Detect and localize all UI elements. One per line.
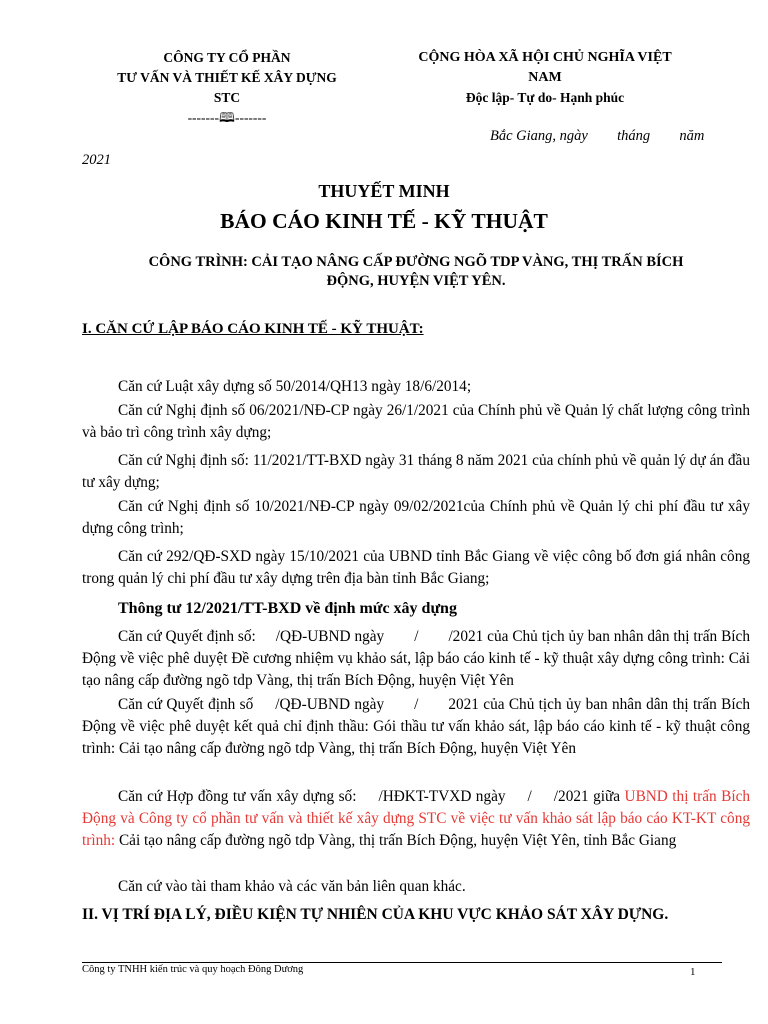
paragraph-contract bbox=[82, 786, 750, 852]
paragraph-references: Căn cứ vào tài tham khảo và các văn bản liên quan khác. bbox=[118, 878, 466, 895]
national-motto: Độc lập- Tự do- Hạnh phúc bbox=[465, 90, 625, 105]
paragraph-decision-2 bbox=[82, 694, 750, 760]
document-title bbox=[0, 180, 768, 238]
decision1-part-a: Căn cứ Quyết định số: bbox=[118, 628, 256, 645]
contract-part-a: Căn cứ Hợp đồng tư vấn xây dựng số: bbox=[118, 788, 357, 805]
title-line1: THUYẾT MINH bbox=[318, 181, 450, 201]
section2-heading: II. VỊ TRÍ ĐỊA LÝ, ĐIỀU KIỆN TỰ NHIÊN CỦA KHU VỰC KHẢO SÁT XÂY DỰNG. bbox=[82, 906, 669, 923]
circular-heading: Thông tư 12/2021/TT-BXD về định mức xây dựng bbox=[118, 600, 457, 617]
date-place: Bắc Giang, ngày bbox=[490, 128, 588, 144]
page-number: 1 bbox=[690, 966, 696, 978]
footer-company: Công ty TNHH kiến trúc và quy hoạch Đông Dương bbox=[82, 964, 304, 975]
paragraph-law: Căn cứ Luật xây dựng số 50/2014/QH13 ngày 18/6/2014; bbox=[118, 378, 472, 395]
national-title-line2: NAM bbox=[528, 70, 562, 85]
decision2-part-c: / bbox=[414, 696, 419, 713]
company-name-line2: TƯ VẤN VÀ THIẾT KẾ XÂY DỰNG bbox=[117, 70, 337, 85]
paragraph-decree-06: Căn cứ Nghị định số 06/2021/NĐ-CP ngày 26/1/2021 của Chính phủ về Quản lý chất lượng công trình và bảo trì công trình xây dựng; bbox=[82, 402, 750, 441]
project-line2: ĐỘNG, HUYỆN VIỆT YÊN. bbox=[326, 273, 506, 289]
section1-heading: I. CĂN CỨ LẬP BÁO CÁO KINH TẾ - KỸ THUẬT: bbox=[82, 321, 424, 337]
contract-part-d: /2021 giữa bbox=[553, 788, 621, 805]
decision1-part-d: /2021 của Chủ tịch ủy ban nhân dân thị trấn Bích Động về việc phê duyệt Đề cương nhiệm vụ khảo sát, lập báo cáo kinh tế - kỹ thuật xây dựng công trình: Cải tạo nâng cấp đường ngõ tdp Vàng, thị trấn Bích Động, huyện Việt Yên bbox=[82, 628, 750, 689]
decision2-part-b: /QĐ-UBND ngày bbox=[275, 696, 385, 713]
paragraph-decree-10: Căn cứ Nghị định số 10/2021/NĐ-CP ngày 09/02/2021của Chính phủ về Quản lý chi phí đầu tư xây dựng công trình; bbox=[82, 498, 750, 537]
footer-rule bbox=[82, 962, 722, 963]
national-title-line1: CỘNG HÒA XÃ HỘI CHỦ NGHĨA VIỆT bbox=[418, 50, 672, 65]
contract-part-c: / bbox=[527, 788, 532, 805]
contract-highlight: UBND thị trấn Bích Động và Công ty cổ phần tư vấn và thiết kế xây dựng STC về việc tư vấn khảo sát lập báo cáo KT-KT công trình: bbox=[82, 788, 751, 849]
contract-part-b: /HĐKT-TVXD ngày bbox=[378, 788, 506, 805]
national-header bbox=[395, 48, 695, 108]
date-year-label: năm bbox=[679, 128, 705, 144]
paragraph-decision-1 bbox=[82, 626, 750, 692]
decision2-part-a: Căn cứ Quyết định số bbox=[118, 696, 254, 713]
project-name bbox=[82, 253, 750, 291]
company-name-line1: CÔNG TY CỔ PHẦN bbox=[163, 50, 291, 65]
company-header bbox=[82, 48, 372, 128]
header-divider: -------🕮------- bbox=[187, 110, 267, 125]
title-line2: BÁO CÁO KINH TẾ - KỸ THUẬT bbox=[220, 209, 548, 233]
contract-part-e: Cải tạo nâng cấp đường ngõ tdp Vàng, thị trấn Bích Động, huyện Việt Yên, tỉnh Bắc Giang bbox=[118, 832, 677, 849]
decision1-part-c: / bbox=[414, 628, 419, 645]
date-month: tháng bbox=[617, 128, 651, 144]
project-line1: CÔNG TRÌNH: CẢI TẠO NÂNG CẤP ĐƯỜNG NGÕ TDP VÀNG, THỊ TRẤN BÍCH bbox=[148, 254, 684, 270]
decision1-part-b: /QĐ-UBND ngày bbox=[275, 628, 385, 645]
date-year: 2021 bbox=[82, 152, 111, 168]
paragraph-292: Căn cứ 292/QĐ-SXD ngày 15/10/2021 của UBND tỉnh Bắc Giang về việc công bố đơn giá nhân công trong quản lý chi phí đầu tư xây dựng trên địa bàn tỉnh Bắc Giang; bbox=[82, 548, 750, 587]
company-name-line3: STC bbox=[213, 90, 241, 105]
decision2-part-d: 2021 của Chủ tịch ủy ban nhân dân thị trấn Bích Động về việc phê duyệt kết quả chỉ định thầu: Gói thầu tư vấn khảo sát, lập báo cáo kinh tế - kỹ thuật công trình: Cải tạo nâng cấp đường ngõ tdp Vàng, thị trấn Bích Động, huyện Việt Yên bbox=[82, 696, 751, 757]
date-line bbox=[490, 128, 704, 145]
paragraph-decree-11: Căn cứ Nghị định số: 11/2021/TT-BXD ngày 31 tháng 8 năm 2021 của chính phủ về quản lý dự án đầu tư xây dựng; bbox=[82, 452, 750, 491]
